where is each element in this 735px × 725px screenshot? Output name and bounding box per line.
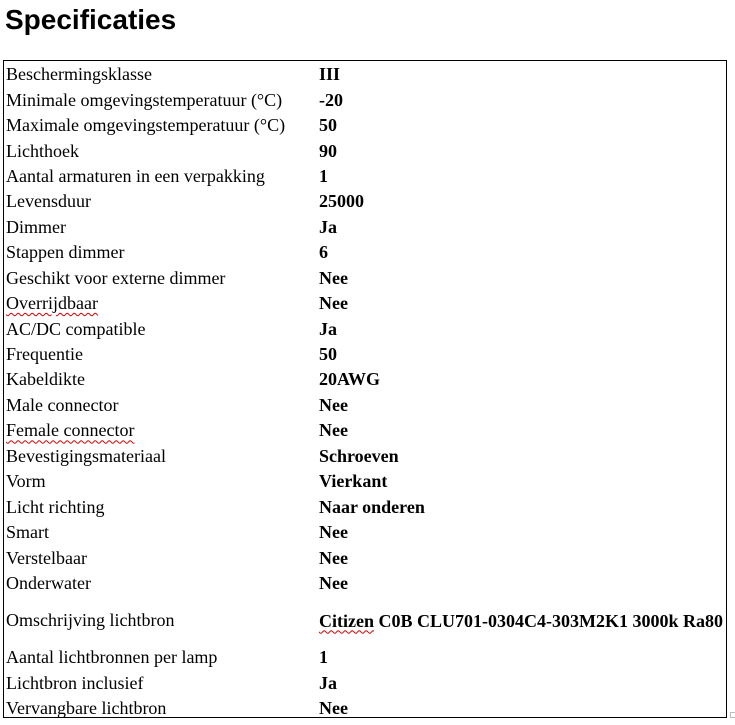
row-value: 20AWG xyxy=(319,369,381,390)
table-row xyxy=(6,266,724,291)
table-row xyxy=(6,545,724,570)
row-label: Aantal armaturen in een verpakking xyxy=(6,165,265,186)
row-value: Nee xyxy=(319,420,348,441)
spellcheck-underlined-brand: Citizen xyxy=(319,610,374,631)
table-row xyxy=(6,316,724,341)
row-value: Ja xyxy=(319,672,337,693)
row-label: Male connector xyxy=(6,394,119,415)
table-row xyxy=(6,164,724,189)
spellcheck-underlined-label: Female connector xyxy=(6,420,135,441)
row-label: Vervangbare lichtbron xyxy=(6,698,167,719)
table-row xyxy=(6,494,724,519)
table-row xyxy=(6,189,724,214)
table-row xyxy=(6,596,724,645)
table-row xyxy=(6,671,724,696)
row-value: 50 xyxy=(319,344,337,365)
light-source-description xyxy=(319,610,724,632)
row-label: Smart xyxy=(6,522,49,543)
row-label: Kabeldikte xyxy=(6,369,85,390)
row-label: Onderwater xyxy=(6,572,91,593)
row-value: 50 xyxy=(319,115,337,136)
specifications-table xyxy=(6,62,724,722)
row-value: 25000 xyxy=(319,191,364,212)
row-label: Bevestigingsmateriaal xyxy=(6,445,166,466)
table-row xyxy=(6,393,724,418)
row-value: 90 xyxy=(319,140,337,161)
row-label: Maximale omgevingstemperatuur (°C) xyxy=(6,115,286,136)
table-row xyxy=(6,367,724,392)
table-row xyxy=(6,469,724,494)
specifications-box xyxy=(3,60,727,718)
row-value: Nee xyxy=(319,267,348,288)
row-value: Vierkant xyxy=(319,471,388,492)
table-row xyxy=(6,240,724,265)
row-label: Vorm xyxy=(6,471,46,492)
light-source-model: C0B CLU701-0304C4-303M2K1 3000k Ra80 xyxy=(373,610,723,631)
table-row xyxy=(6,138,724,163)
page-title: Specificaties xyxy=(5,4,177,35)
row-label: Minimale omgevingstemperatuur (°C) xyxy=(6,89,283,110)
row-value: Nee xyxy=(319,394,348,415)
table-row xyxy=(6,342,724,367)
table-row xyxy=(6,696,724,721)
row-label: Frequentie xyxy=(6,344,83,365)
row-label xyxy=(6,291,319,316)
resize-handle-icon xyxy=(730,712,735,718)
table-row xyxy=(6,113,724,138)
row-label: Stappen dimmer xyxy=(6,242,125,263)
row-value: Nee xyxy=(319,572,348,593)
table-row xyxy=(6,291,724,316)
row-value: Ja xyxy=(319,216,337,237)
table-row xyxy=(6,215,724,240)
row-label: Omschrijving lichtbron xyxy=(6,610,175,631)
row-label xyxy=(6,418,319,443)
table-row xyxy=(6,444,724,469)
row-label: AC/DC compatible xyxy=(6,318,146,339)
row-value: Naar onderen xyxy=(319,496,425,517)
table-row xyxy=(6,645,724,670)
row-value: Schroeven xyxy=(319,445,399,466)
table-row xyxy=(6,571,724,596)
row-value: Nee xyxy=(319,522,348,543)
row-label: Aantal lichtbronnen per lamp xyxy=(6,647,218,668)
row-label: Lichtbron inclusief xyxy=(6,672,144,693)
row-label: Levensduur xyxy=(6,191,91,212)
row-value xyxy=(319,596,724,645)
row-value: Ja xyxy=(319,318,337,339)
spellcheck-underlined-label: Overrijdbaar xyxy=(6,293,98,314)
row-value: -20 xyxy=(319,89,343,110)
table-row xyxy=(6,87,724,112)
row-label: Verstelbaar xyxy=(6,547,87,568)
row-value: 1 xyxy=(319,647,328,668)
row-value: 1 xyxy=(319,165,328,186)
table-row xyxy=(6,62,724,87)
row-value: Nee xyxy=(319,698,348,719)
row-label: Geschikt voor externe dimmer xyxy=(6,267,226,288)
row-value: Nee xyxy=(319,547,348,568)
row-label: Beschermingsklasse xyxy=(6,64,152,85)
row-label: Dimmer xyxy=(6,216,66,237)
row-value: Nee xyxy=(319,293,348,314)
row-label: Licht richting xyxy=(6,496,105,517)
row-value: 6 xyxy=(319,242,328,263)
row-label: Lichthoek xyxy=(6,140,79,161)
table-row xyxy=(6,520,724,545)
row-value: III xyxy=(319,64,341,85)
table-row xyxy=(6,418,724,443)
